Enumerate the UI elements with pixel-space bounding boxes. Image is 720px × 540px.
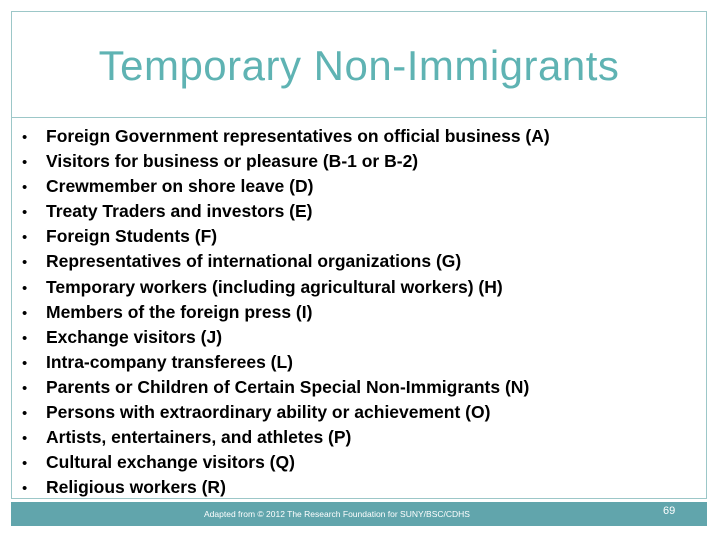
list-item bbox=[22, 224, 692, 249]
list-item bbox=[22, 174, 692, 199]
bullet-icon: • bbox=[22, 129, 28, 146]
bullet-icon: • bbox=[22, 229, 28, 247]
list-item-text: Treaty Traders and investors (E) bbox=[46, 201, 313, 222]
list-item bbox=[22, 400, 692, 425]
list-item bbox=[22, 275, 692, 300]
list-item-text: Crewmember on shore leave (D) bbox=[46, 176, 314, 197]
list-item-text: Exchange visitors (J) bbox=[46, 326, 223, 347]
list-item bbox=[22, 450, 692, 475]
list-item bbox=[22, 375, 692, 400]
list-item-text: Foreign Students (F) bbox=[46, 226, 218, 247]
list-item-text: Temporary workers (including agricultural workers) (H) bbox=[46, 276, 503, 297]
bullet-icon: • bbox=[22, 455, 28, 473]
list-item bbox=[22, 300, 692, 325]
bullet-icon: • bbox=[22, 405, 28, 423]
list-item bbox=[22, 475, 692, 500]
slide-title: Temporary Non-Immigrants bbox=[98, 42, 620, 89]
bullet-icon: • bbox=[22, 179, 28, 197]
list-item bbox=[22, 124, 692, 149]
bullet-icon: • bbox=[22, 329, 28, 347]
bullet-icon: • bbox=[22, 279, 28, 297]
list-item bbox=[22, 199, 692, 224]
title-divider bbox=[11, 117, 707, 118]
footer-credit: Adapted from © 2012 The Research Foundation for SUNY/BSC/CDHS bbox=[204, 509, 470, 519]
list-item bbox=[22, 249, 692, 274]
list-item-text: Foreign Government representatives on official business (A) bbox=[46, 126, 550, 146]
list-item-text: Visitors for business or pleasure (B-1 or B-2) bbox=[46, 151, 419, 172]
list-item-text: Artists, entertainers, and athletes (P) bbox=[46, 427, 352, 448]
list-item-text: Members of the foreign press (I) bbox=[46, 301, 313, 322]
list-item-text: Intra-company transferees (L) bbox=[46, 351, 294, 372]
bullet-icon: • bbox=[22, 379, 28, 397]
list-item-text: Religious workers (R) bbox=[46, 477, 226, 498]
list-item bbox=[22, 425, 692, 450]
page-number: 69 bbox=[663, 505, 676, 517]
list-item-text: Parents or Children of Certain Special Non-Immigrants (N) bbox=[46, 376, 530, 397]
list-item-text: Cultural exchange visitors (Q) bbox=[46, 452, 295, 473]
list-item-text: Persons with extraordinary ability or achievement (O) bbox=[46, 402, 491, 423]
list-item bbox=[22, 325, 692, 350]
bullet-icon: • bbox=[22, 304, 28, 322]
list-item-text: Representatives of international organizations (G) bbox=[46, 251, 462, 272]
bullet-icon: • bbox=[22, 480, 28, 498]
bullet-icon: • bbox=[22, 254, 28, 272]
list-item bbox=[22, 149, 692, 174]
bullet-icon: • bbox=[22, 354, 28, 372]
bullet-icon: • bbox=[22, 154, 28, 172]
bullet-icon: • bbox=[22, 204, 28, 222]
bullet-icon: • bbox=[22, 430, 28, 448]
bullet-list bbox=[22, 124, 692, 500]
list-item bbox=[22, 350, 692, 375]
